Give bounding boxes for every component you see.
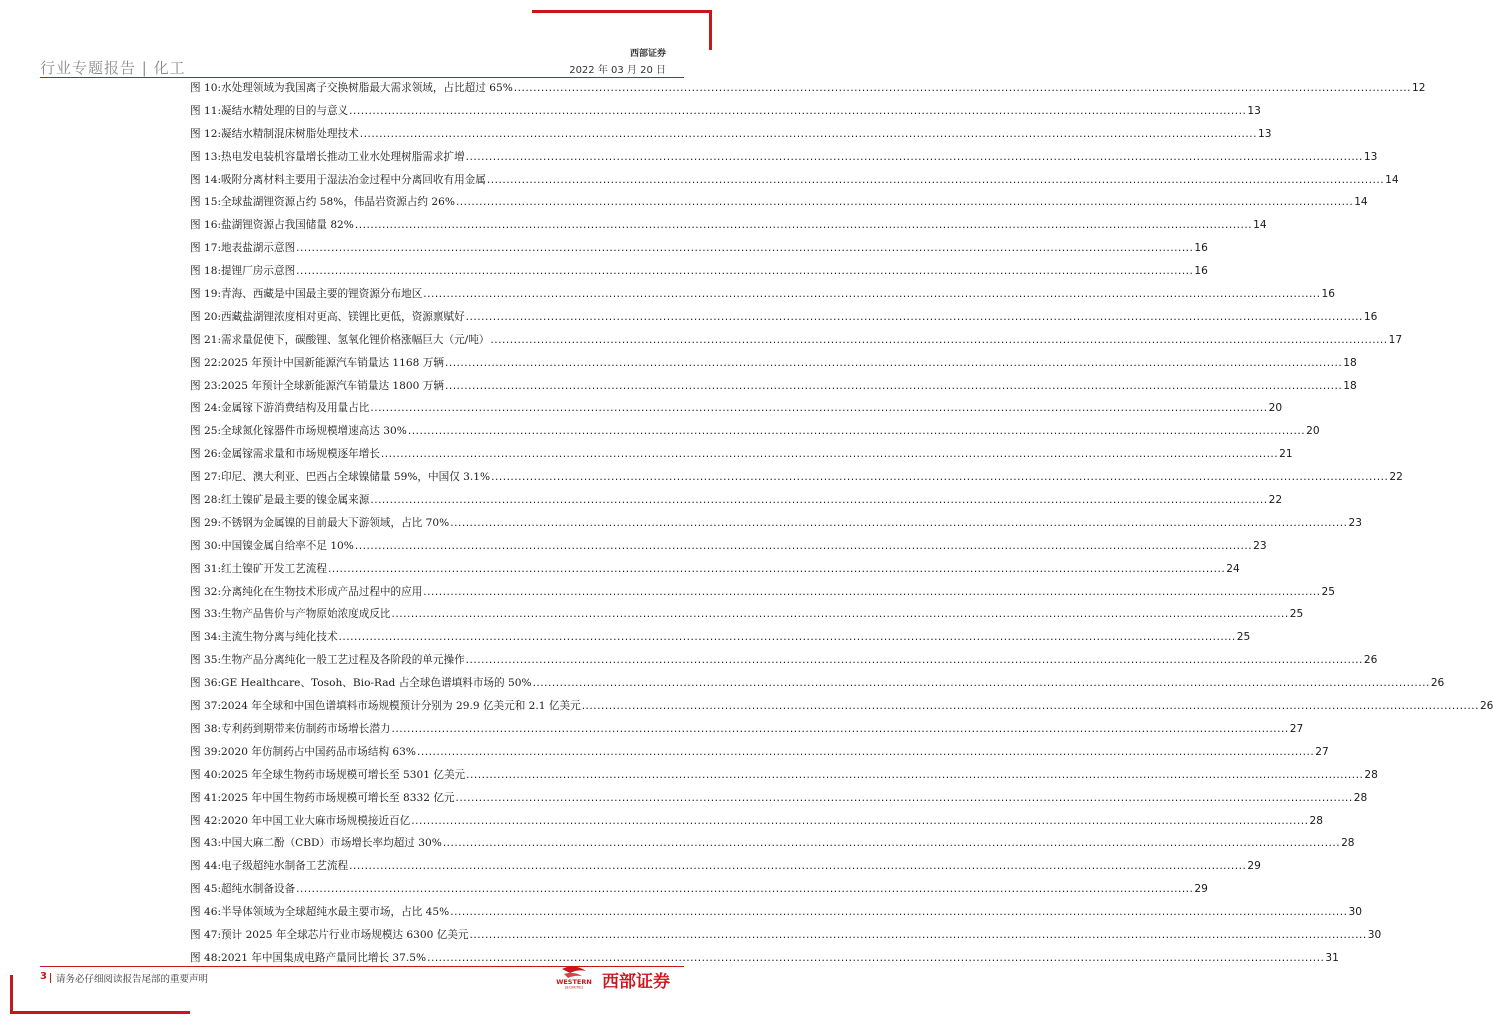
figure-index-title: 图 32:分离纯化在生物技术形成产品过程中的应用 [190,585,423,598]
figure-index-entry[interactable] [190,652,1378,675]
company-name: 西部证券 [629,49,666,59]
figure-index-page-number: 26 [1363,654,1378,667]
figure-index-title: 图 40:2025 年全球生物药市场规模可增长至 5301 亿美元 [190,768,466,781]
figure-index-entry[interactable] [190,721,1304,744]
figure-index-title: 图 17:地表盐湖示意图 [190,242,296,255]
page-number: 3 [40,971,47,982]
dot-leader [423,288,1320,300]
figure-index-title: 图 18:提锂厂房示意图 [190,265,296,278]
figure-index-page-number: 14 [1385,173,1399,186]
dot-leader [392,608,1289,620]
figure-index-page-number: 13 [1363,150,1378,163]
figure-index-title: 图 12:凝结水精制混床树脂处理技术 [190,127,359,140]
figure-index-title: 图 25:全球氮化镓器件市场规模增速高达 30% [190,425,407,438]
figure-index-page-number: 17 [1388,333,1403,346]
figure-index-title: 图 31:红土镍矿开发工艺流程 [190,562,327,575]
figure-index-title: 图 11:凝结水精处理的目的与意义 [190,104,349,117]
dot-leader [487,174,1384,186]
disclaimer-notice: 请务必仔细阅读报告尾部的重要声明 [56,974,209,985]
figure-index-entry[interactable] [190,149,1378,172]
dot-leader [349,105,1246,117]
logo-en-subtext: SECURITIES [564,985,584,990]
figure-index-page-number: 28 [1353,791,1368,804]
figure-index-entry[interactable] [190,423,1320,446]
figure-index-entry[interactable] [190,904,1362,927]
figure-index-entry[interactable] [190,80,1426,103]
dot-leader [296,265,1193,277]
figure-index-page-number: 25 [1236,631,1251,644]
figure-index-page-number: 29 [1194,883,1208,896]
figure-index-entry[interactable] [190,400,1283,423]
header-divider [40,77,684,78]
western-securities-logo [552,965,684,992]
figure-index-title: 图 26:金属镓需求量和市场规模逐年增长 [190,448,380,461]
figure-index-page-number: 31 [1325,951,1339,964]
figure-index-title: 图 22:2025 年预计中国新能源汽车销量达 1168 万辆 [190,356,444,369]
corner-accent-bottom-left [10,1011,190,1014]
figure-index-title: 图 44:电子级超纯水制备工艺流程 [190,860,349,873]
dot-leader [411,815,1308,827]
figure-index-title: 图 34:主流生物分离与纯化技术 [190,631,338,644]
figure-index-entry[interactable] [190,835,1355,858]
figure-index-entry[interactable] [190,538,1267,561]
dot-leader [450,906,1347,918]
dot-leader [355,540,1252,552]
western-logo-icon [552,965,596,989]
figure-index-page-number: 23 [1348,516,1362,529]
figure-index-page-number: 30 [1367,928,1382,941]
figure-index-page-number: 23 [1253,539,1267,552]
dot-leader [456,196,1353,208]
figure-index-entry[interactable] [190,332,1403,355]
figure-index-entry[interactable] [190,286,1336,309]
figure-index-title: 图 37:2024 年全球和中国色谱填料市场规模预计分别为 29.9 亿美元和 2.1 亿美元 [190,700,581,713]
figure-index-title: 图 43:中国大麻二酚（CBD）市场增长率均超过 30% [190,837,442,850]
figure-index-page-number: 22 [1268,494,1283,507]
figure-index-entry[interactable] [190,606,1304,629]
figure-index-title: 图 10:水处理领域为我国离子交换树脂最大需求领域，占比超过 65% [190,82,513,94]
dot-leader [445,357,1342,369]
figure-index-title: 图 14:吸附分离材料主要用于湿法冶金过程中分离回收有用金属 [190,173,486,186]
figure-index-title: 图 30:中国镍金属自给率不足 10% [190,539,354,552]
figure-index-title: 图 41:2025 年中国生物药市场规模可增长至 8332 亿元 [190,791,455,804]
dot-leader [533,677,1430,689]
dot-leader [582,700,1479,712]
figure-index-page-number: 20 [1306,425,1320,438]
dot-leader [490,334,1387,346]
dot-leader [296,883,1193,895]
footer-separator [50,973,51,983]
figure-index-title: 图 35:生物产品分离纯化一般工艺过程及各阶段的单元操作 [190,654,465,667]
dot-leader [349,860,1246,872]
figure-index-page-number: 30 [1348,906,1362,919]
figure-index-entry[interactable] [190,469,1403,492]
figure-index-page-number: 16 [1321,288,1336,301]
figure-index-entry[interactable] [190,813,1323,836]
figure-index-entry[interactable] [190,309,1378,332]
dot-leader [370,494,1267,506]
figure-index-list [190,80,1493,973]
figure-index-entry[interactable] [190,767,1378,790]
figure-index-entry[interactable] [190,584,1336,607]
figure-index-entry[interactable] [190,240,1208,263]
figure-index-entry[interactable] [190,172,1399,195]
figure-index-title: 图 24:金属镓下游消费结构及用量占比 [190,402,370,415]
figure-index-title: 图 20:西藏盐湖锂浓度相对更高、镁锂比更低，资源禀赋好 [190,310,465,323]
figure-index-title: 图 39:2020 年仿制药占中国药品市场结构 63% [190,745,416,758]
figure-index-title: 图 42:2020 年中国工业大麻市场规模接近百亿 [190,814,411,827]
dot-leader [427,952,1324,964]
figure-index-entry[interactable] [190,194,1368,217]
figure-index-page-number: 26 [1479,700,1493,713]
figure-index-title: 图 45:超纯水制备设备 [190,883,296,896]
figure-index-title: 图 19:青海、西藏是中国最主要的锂资源分布地区 [190,288,423,301]
figure-index-entry[interactable] [190,561,1240,584]
corner-accent-top-right-vertical [709,10,712,50]
dot-leader [381,448,1278,460]
dot-leader [296,242,1193,254]
figure-index-entry[interactable] [190,217,1267,240]
figure-index-title: 图 38:专利药到期带来仿制药市场增长潜力 [190,722,391,735]
figure-index-page-number: 27 [1289,722,1304,735]
dot-leader [466,769,1363,781]
figure-index-entry[interactable] [190,629,1251,652]
figure-index-title: 图 33:生物产品售价与产物原始浓度成反比 [190,608,391,621]
dot-leader [470,929,1367,941]
logo-en-text: WESTERN [556,978,592,986]
figure-index-page-number: 20 [1268,402,1283,415]
figure-index-entry[interactable] [190,515,1362,538]
figure-index-title: 图 46:半导体领域为全球超纯水最主要市场，占比 45% [190,906,450,919]
figure-index-entry[interactable] [190,927,1382,950]
dot-leader [466,311,1363,323]
figure-index-page-number: 18 [1343,379,1357,392]
dot-leader [466,151,1363,163]
figure-index-entry[interactable] [190,744,1329,767]
figure-index-page-number: 29 [1247,860,1261,873]
figure-index-title: 图 48:2021 年中国集成电路产量同比增长 37.5% [190,951,427,964]
figure-index-page-number: 18 [1343,356,1357,369]
figure-index-page-number: 22 [1389,471,1403,484]
dot-leader [423,586,1320,598]
figure-index-title: 图 29:不锈钢为金属镍的目前最大下游领域，占比 70% [190,516,450,529]
figure-index-title: 图 27:印尼、澳大利亚、巴西占全球镍储量 59%，中国仅 3.1% [190,471,491,484]
figure-index-page-number: 28 [1341,837,1355,850]
dot-leader [370,402,1267,414]
dot-leader [456,792,1353,804]
dot-leader [514,82,1411,94]
report-section-label: 行业专题报告 | 化工 [40,59,186,77]
dot-leader [328,563,1225,575]
figure-index-entry[interactable] [190,790,1368,813]
dot-leader [443,837,1340,849]
figure-index-page-number: 12 [1412,82,1426,94]
dot-leader [466,654,1363,666]
dot-leader [392,723,1289,735]
figure-index-entry[interactable] [190,378,1357,401]
figure-index-page-number: 13 [1257,127,1272,140]
figure-index-title: 图 13:热电发电装机容量增长推动工业水处理树脂需求扩增 [190,150,465,163]
figure-index-entry[interactable] [190,675,1445,698]
dot-leader [360,128,1257,140]
dot-leader [445,380,1342,392]
dot-leader [417,746,1314,758]
figure-index-page-number: 14 [1354,196,1368,209]
figure-index-page-number: 16 [1194,242,1208,255]
figure-index-page-number: 28 [1364,768,1378,781]
figure-index-entry[interactable] [190,698,1493,721]
figure-index-entry[interactable] [190,492,1283,515]
figure-index-entry[interactable] [190,858,1261,881]
figure-index-page-number: 13 [1247,104,1261,117]
dot-leader [491,471,1388,483]
figure-index-title: 图 16:盐湖锂资源占我国储量 82% [190,219,354,232]
figure-index-entry[interactable] [190,446,1293,469]
figure-index-entry[interactable] [190,126,1272,149]
figure-index-title: 图 15:全球盐湖锂资源占约 58%，伟晶岩资源占约 26% [190,196,455,209]
figure-index-title: 图 23:2025 年预计全球新能源汽车销量达 1800 万辆 [190,379,444,392]
figure-index-page-number: 16 [1363,310,1378,323]
figure-index-page-number: 14 [1253,219,1267,232]
figure-index-page-number: 24 [1226,562,1240,575]
figure-index-entry[interactable] [190,355,1357,378]
figure-index-page-number: 16 [1194,265,1208,278]
report-date: 2022 年 03 月 20 日 [569,65,666,76]
dot-leader [408,425,1305,437]
figure-index-page-number: 21 [1279,448,1293,461]
figure-index-page-number: 27 [1315,745,1329,758]
figure-index-title: 图 21:需求量促使下，碳酸锂、氢氧化锂价格涨幅巨大（元/吨） [190,333,490,346]
figure-index-title: 图 36:GE Healthcare、Tosoh、Bio-Rad 占全球色谱填料市场的 50% [190,677,532,690]
figure-index-entry[interactable] [190,881,1208,904]
dot-leader [450,517,1347,529]
figure-index-title: 图 28:红土镍矿是最主要的镍金属来源 [190,494,370,507]
figure-index-title: 图 47:预计 2025 年全球芯片行业市场规模达 6300 亿美元 [190,928,469,941]
logo-cn-text: 西部证券 [602,972,670,992]
figure-index-page-number: 25 [1289,608,1304,621]
figure-index-page-number: 28 [1309,814,1323,827]
dot-leader [339,631,1236,643]
figure-index-page-number: 26 [1430,677,1445,690]
figure-index-entry[interactable] [190,263,1208,286]
figure-index-page-number: 25 [1321,585,1336,598]
dot-leader [355,219,1252,231]
figure-index-entry[interactable] [190,103,1261,126]
corner-accent-bottom-left-vertical [10,975,13,1014]
corner-accent-top-right [532,10,712,13]
